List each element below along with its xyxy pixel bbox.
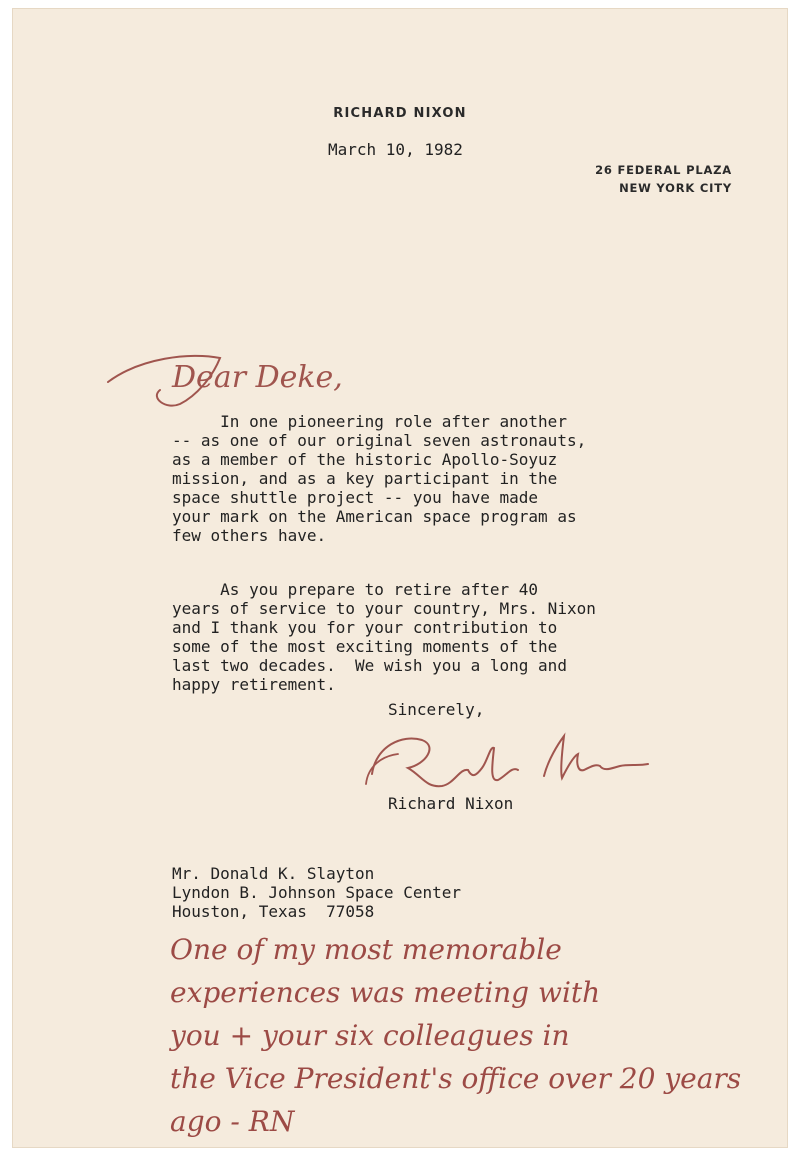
letterhead-name: RICHARD NIXON <box>333 106 467 121</box>
salutation: Dear Deke, <box>172 360 343 395</box>
signed-name: Richard Nixon <box>388 794 514 813</box>
body-paragraph-2: As you prepare to retire after 40 years of service to your country, Mrs. Nixon and I thank you for your contribution to some of the most exciting moments of the last two decades. We wish you a long and happy retirement. <box>172 580 596 694</box>
address-line-1: 26 FEDERAL PLAZA <box>595 163 732 177</box>
letter-sheet <box>12 8 788 1148</box>
recipient-address: Mr. Donald K. Slayton Lyndon B. Johnson Space Center Houston, Texas 77058 <box>172 864 461 921</box>
address-line-2: NEW YORK CITY <box>619 181 732 195</box>
closing: Sincerely, <box>388 700 485 719</box>
letterhead-address <box>595 161 732 197</box>
handwritten-inscription: One of my most memorable experiences was meeting with you + your six colleagues in the Vice President's office over 20 years ago - RN <box>170 933 742 1138</box>
body-paragraph-1: In one pioneering role after another -- as one of our original seven astronauts, as a member of the historic Apollo-Soyuz mission, and as a key participant in the space shuttle project -- you have made your mark on the American space program as few others have. <box>172 412 587 545</box>
letter-date: March 10, 1982 <box>328 140 463 159</box>
